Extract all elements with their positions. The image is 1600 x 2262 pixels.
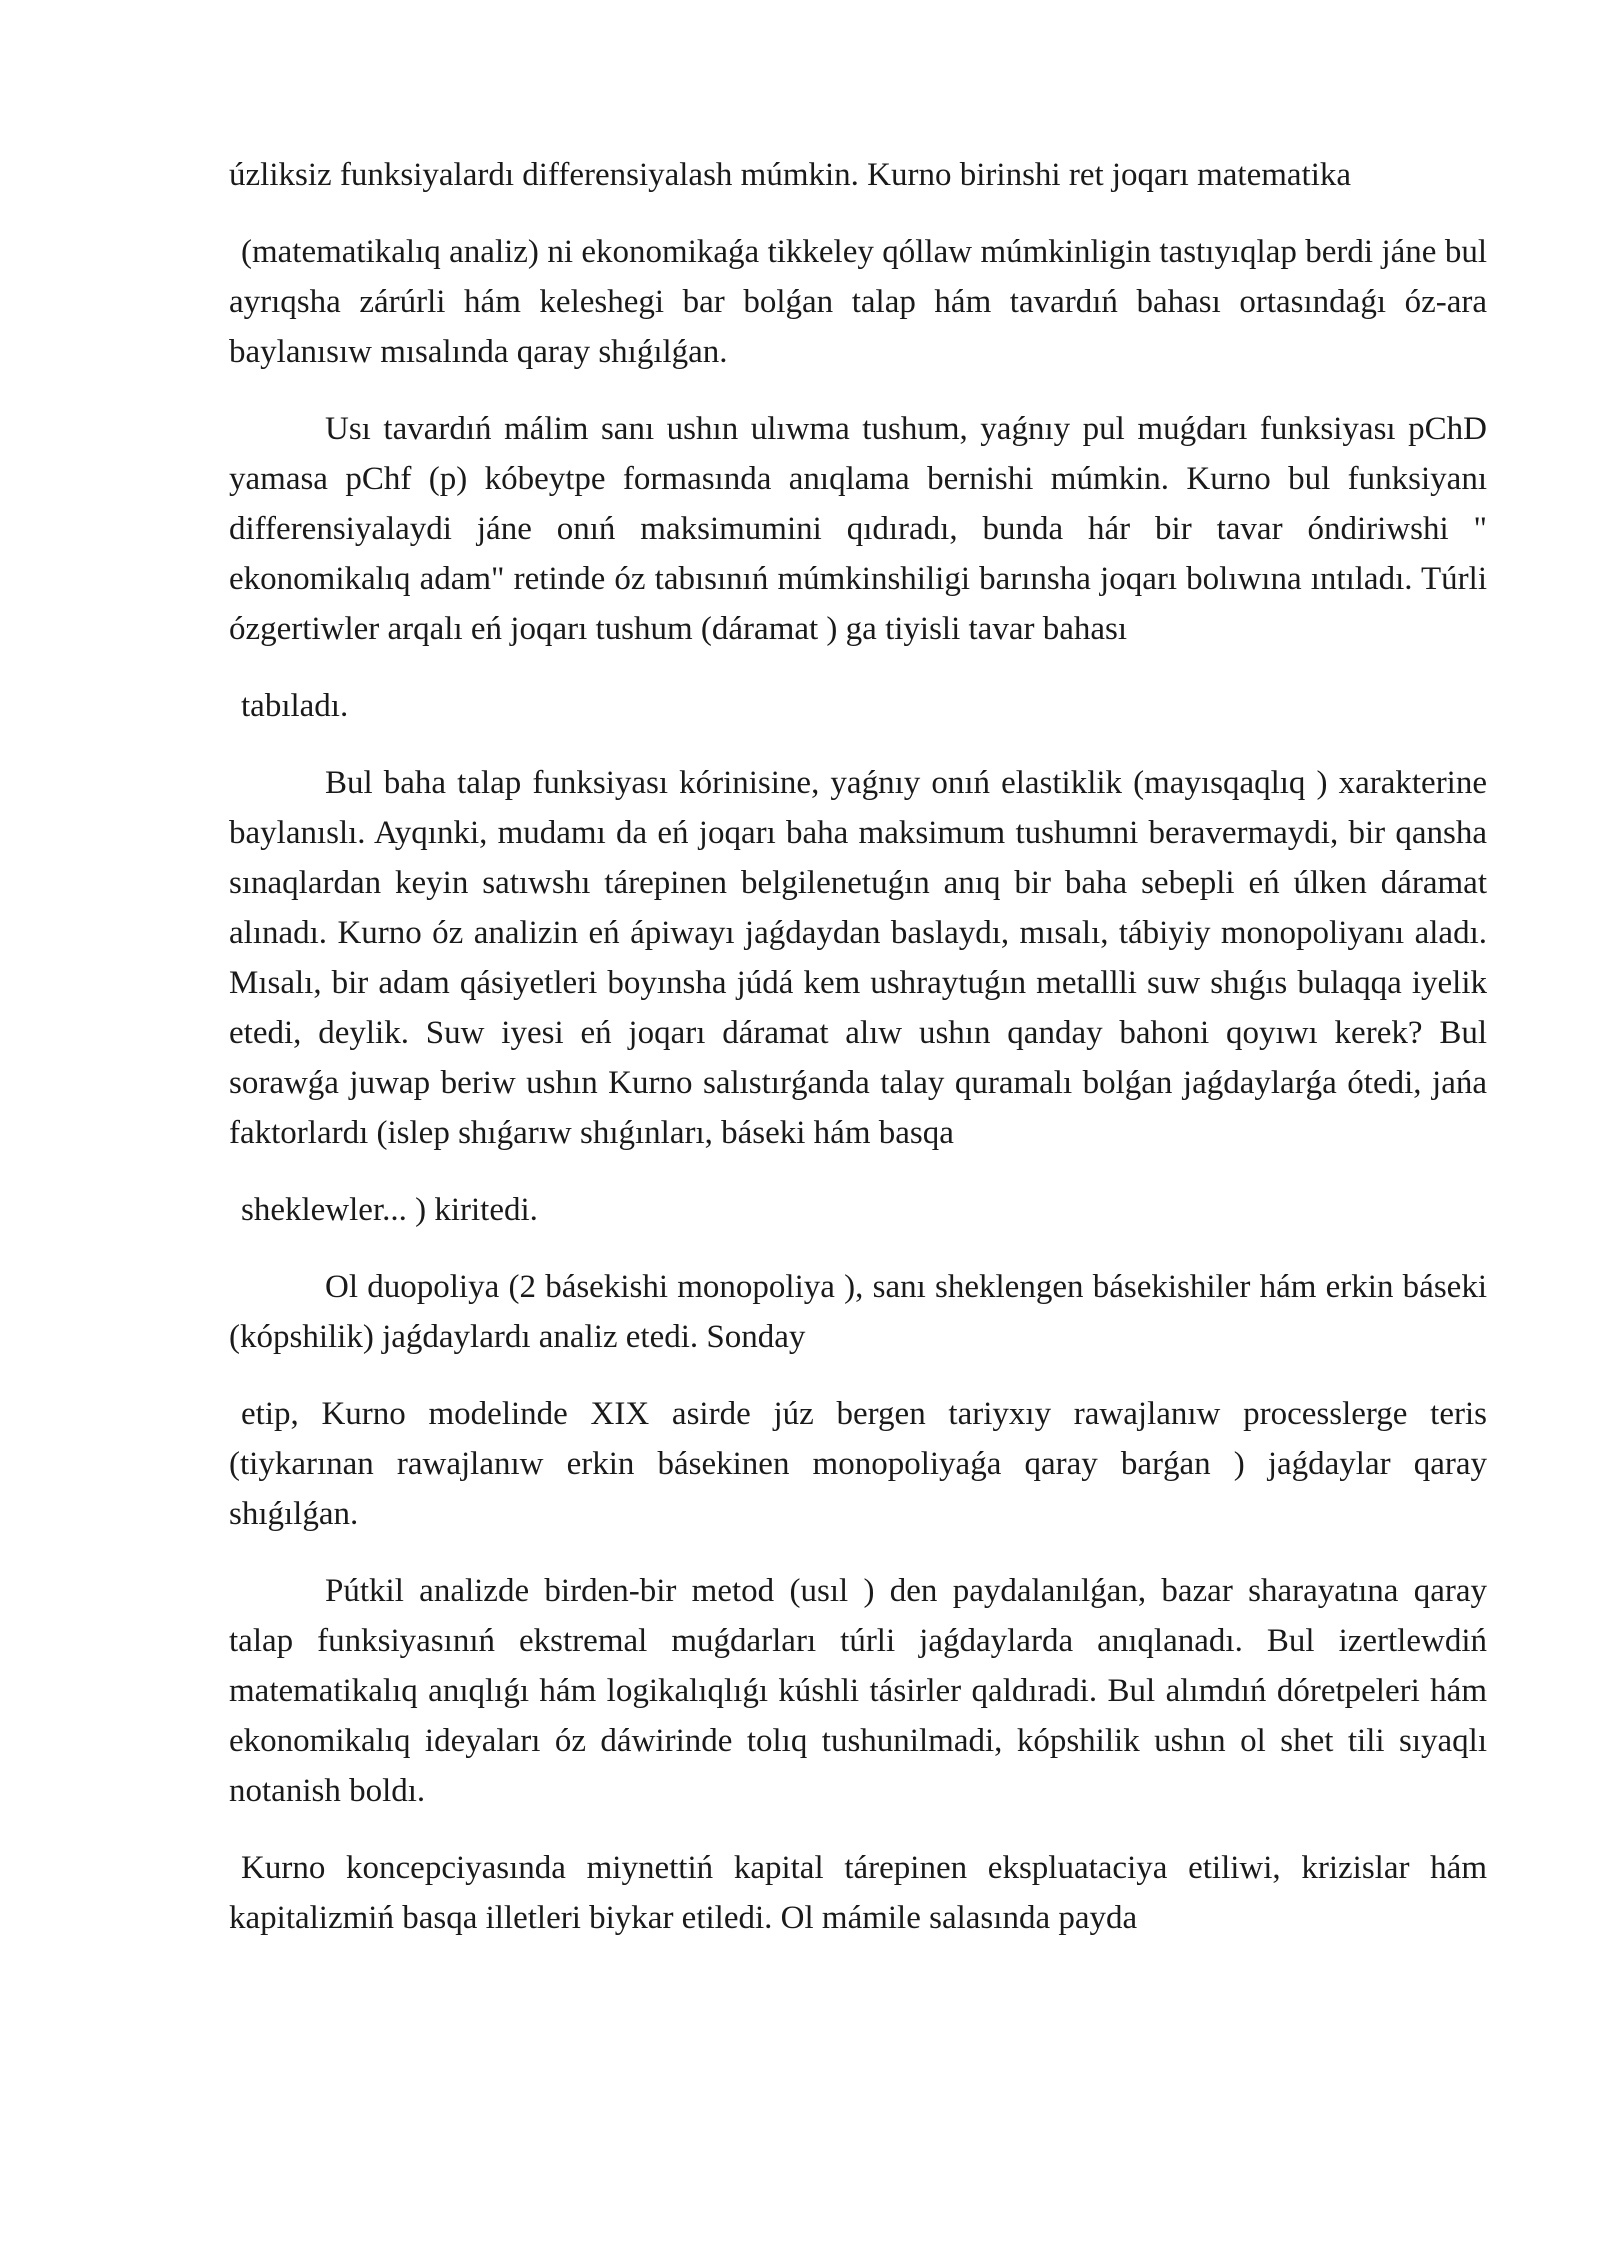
document-body — [229, 150, 1487, 1943]
paragraph: tabıladı. — [241, 688, 349, 724]
paragraph: Bul baha talap funksiyası kórinisine, yaǵnıy onıń elastiklik (mayısqaqlıq ) xarakterine baylanıslı. Ayqınki, mudamı da eń joqarı baha maksimum tushumni beravermaydi, bir qansha sınaqlardan keyin satıwshı tárepinen belgilenetuǵın anıq bir baha sebepli eń úlken dáramat alınadı. Kurno óz analizin eń ápiwayı jaǵdaydan baslaydı, mısalı, tábiyiy monopoliyanı aladı. Mısalı, bir adam qásiyetleri boyınsha júdá kem ushraytuǵın metallli suw shıǵıs bulaqqa iyelik etedi, deylik. Suw iyesi eń joqarı dáramat alıw ushın qanday bahoni qoyıwı kerek? Bul sorawǵa juwap beriw ushın Kurno salıstırǵanda talay quramalı bolǵan jaǵdaylarǵa ótedi, jańa faktorlardı (islep shıǵarıw shıǵınları, báseki hám basqa — [229, 765, 1487, 1151]
paragraph: (matematikalıq analiz) ni ekonomikaǵa tikkeley qóllaw múmkinligin tastıyıqlap berdi jáne bul ayrıqsha zárúrli hám keleshegi bar bolǵan talap hám tavardıń bahası ortasındaǵı óz-ara baylanısıw mısalında qaray shıǵılǵan. — [229, 234, 1487, 370]
paragraph: sheklewler... ) kiritedi. — [241, 1192, 538, 1228]
paragraph: Kurno koncepciyasında miynettiń kapital tárepinen ekspluataciya etiliwi, krizislar hám kapitalizmiń basqa illetleri biykar etiledi. Ol mámile salasında payda — [229, 1850, 1487, 1936]
paragraph: etip, Kurno modelinde XIX asirde júz bergen tariyxıy rawajlanıw processlerge teris (tiykarınan rawajlanıw erkin básekinen monopoliyaǵa qaray barǵan ) jaǵdaylar qaray shıǵılǵan. — [229, 1396, 1487, 1532]
paragraph: úzliksiz funksiyalardı differensiyalash múmkin. Kurno birinshi ret joqarı matematika — [229, 157, 1352, 193]
paragraph: Pútkil analizde birden-bir metod (usıl ) den paydalanılǵan, bazar sharayatına qaray talap funksiyasınıń ekstremal muǵdarları túrli jaǵdaylarda anıqlanadı. Bul izertlewdiń matematikalıq anıqlıǵı hám logikalıqlıǵı kúshli tásirler qaldıradi. Bul alımdıń dóretpeleri hám ekonomikalıq ideyaları óz dáwirinde tolıq tushunilmadi, kópshilik ushın ol shet tili sıyaqlı notanish boldı. — [229, 1573, 1487, 1809]
paragraph: Ol duopoliya (2 básekishi monopoliya ), sanı sheklengen básekishiler hám erkin báseki (kópshilik) jaǵdaylardı analiz etedi. Sonday — [229, 1269, 1487, 1355]
paragraph: Usı tavardıń málim sanı ushın ulıwma tushum, yaǵnıy pul muǵdarı funksiyası pChD yamasa pChf (p) kóbeytpe formasında anıqlama bernishi múmkin. Kurno bul funksiyanı differensiyalaydi jáne onıń maksimumini qıdıradı, bunda hár bir tavar óndiriwshi " ekonomikalıq adam" retinde óz tabısınıń múmkinshiligi barınsha joqarı bolıwına ıntıladı. Túrli ózgertiwler arqalı eń joqarı tushum (dáramat ) ga tiyisli tavar bahası — [229, 411, 1487, 647]
